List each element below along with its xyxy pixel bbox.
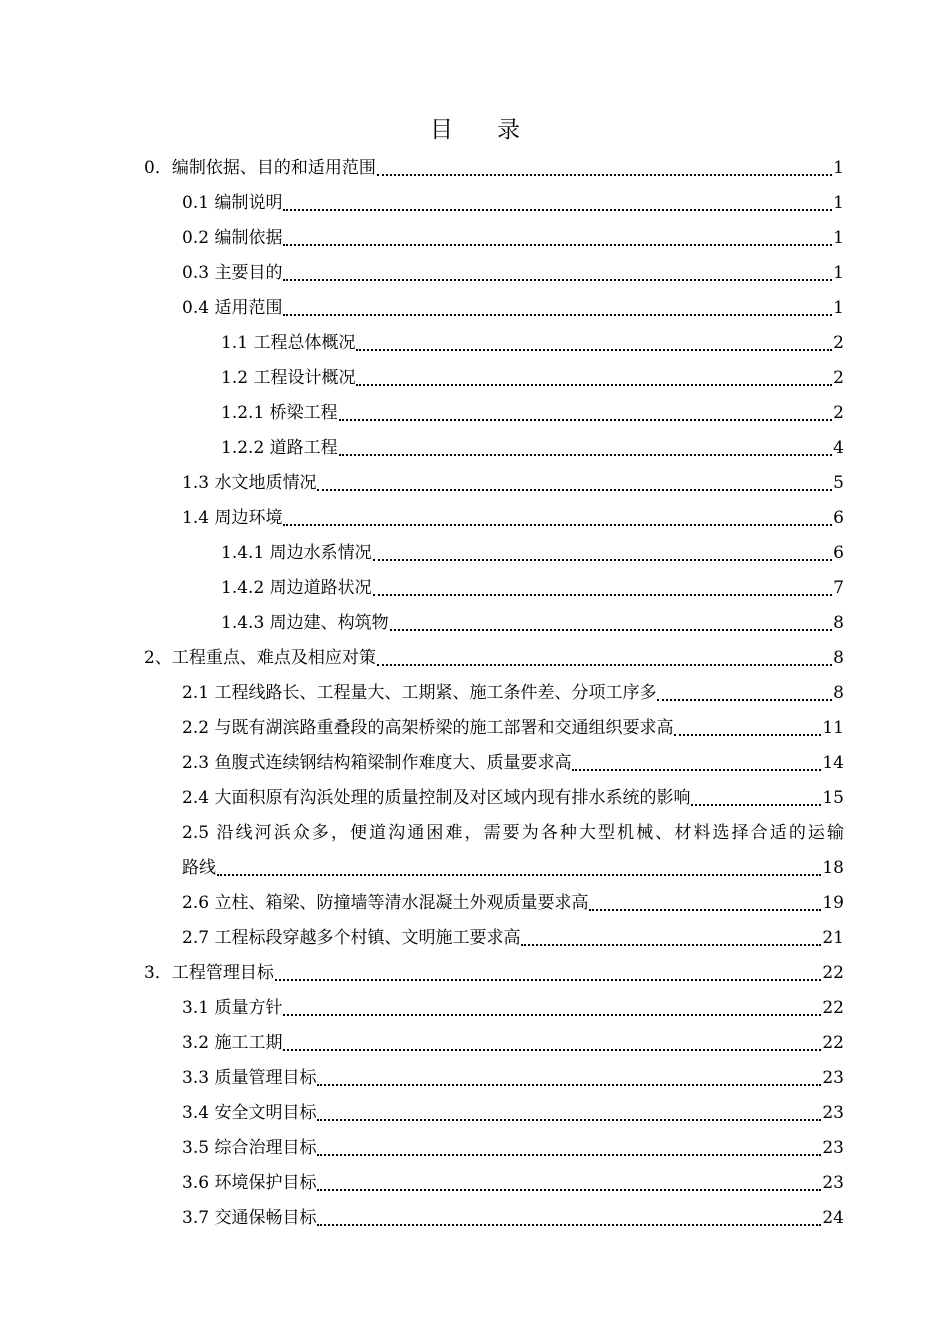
toc-entry-text: 1.4 周边环境 (182, 508, 283, 528)
toc-page-number: 19 (822, 893, 844, 913)
toc-page-number: 11 (822, 718, 844, 738)
toc-entry-text: 3.4 安全文明目标 (182, 1103, 317, 1123)
toc-entry[interactable] (182, 221, 844, 256)
toc-entry[interactable] (182, 886, 844, 921)
dot-leader (275, 978, 822, 981)
toc-page-number: 14 (822, 753, 844, 773)
toc-entry-text: 1.2.2 道路工程 (221, 438, 338, 458)
toc-entry[interactable] (182, 1096, 844, 1131)
dot-leader (356, 348, 832, 351)
dot-leader (373, 558, 833, 561)
toc-entry-text: 0.4 适用范围 (182, 298, 283, 318)
toc-entry[interactable] (182, 256, 844, 291)
dot-leader (317, 1188, 821, 1191)
dot-leader (317, 1153, 821, 1156)
toc-entry-text: 3.1 质量方针 (182, 998, 283, 1018)
toc-entry-text: 3.7 交通保畅目标 (182, 1208, 317, 1228)
toc-entry-text: 3.6 环境保护目标 (182, 1173, 317, 1193)
dot-leader (317, 488, 832, 491)
toc-page-number: 8 (833, 613, 844, 633)
toc-page-number: 23 (822, 1138, 844, 1158)
toc-entry[interactable] (182, 851, 844, 886)
toc-entry-text: 1.4.2 周边道路状况 (221, 578, 372, 598)
toc-entry-text: 1.2.1 桥梁工程 (221, 403, 338, 423)
toc-entry-text: 2.4 大面积原有沟浜处理的质量控制及对区域内现有排水系统的影响 (182, 788, 691, 808)
toc-entry-text: 3.3 质量管理目标 (182, 1068, 317, 1088)
toc-entry[interactable] (221, 326, 844, 361)
toc-entry-text: 2.3 鱼腹式连续钢结构箱梁制作难度大、质量要求高 (182, 753, 572, 773)
dot-leader (283, 278, 832, 281)
dot-leader (217, 873, 821, 876)
toc-entry-text: 0.2 编制依据 (182, 228, 283, 248)
toc-entry[interactable] (182, 1131, 844, 1166)
toc-page-number: 24 (822, 1208, 844, 1228)
toc-entry-text: 2.1 工程线路长、工程量大、工期紧、施工条件差、分项工序多 (182, 683, 657, 703)
toc-page-number: 23 (822, 1103, 844, 1123)
dot-leader (521, 943, 821, 946)
toc-entry-text: 2.7 工程标段穿越多个村镇、文明施工要求高 (182, 928, 521, 948)
toc-entry[interactable] (221, 536, 844, 571)
toc-page-number: 1 (833, 298, 844, 318)
dot-leader (317, 1118, 821, 1121)
dot-leader (283, 208, 832, 211)
toc-entry[interactable] (182, 921, 844, 956)
toc-entry[interactable] (182, 291, 844, 326)
toc-page-number: 1 (833, 193, 844, 213)
dot-leader (283, 313, 832, 316)
dot-leader (674, 733, 821, 736)
toc-entry-text: 2.2 与既有湖滨路重叠段的高架桥梁的施工部署和交通组织要求高 (182, 718, 674, 738)
toc-entry[interactable] (144, 151, 844, 186)
toc-entry-text: 0．编制依据、目的和适用范围 (144, 158, 376, 178)
dot-leader (283, 523, 832, 526)
toc-page-number: 1 (833, 263, 844, 283)
toc-entry-text-line1[interactable]: 2.5 沿线河浜众多，便道沟通困难，需要为各种大型机械、材料选择合适的运输 (182, 823, 844, 843)
toc-entry-text: 1.4.3 周边建、构筑物 (221, 613, 389, 633)
toc-entry[interactable] (182, 466, 844, 501)
toc-entry[interactable] (182, 1026, 844, 1061)
toc-entry-text: 1.1 工程总体概况 (221, 333, 356, 353)
toc-page-number: 7 (833, 578, 844, 598)
dot-leader (317, 1083, 821, 1086)
toc-page-number: 15 (822, 788, 844, 808)
dot-leader (572, 768, 821, 771)
toc-entry-text: 2、工程重点、难点及相应对策 (144, 648, 376, 668)
toc-page-number: 1 (833, 158, 844, 178)
toc-page-number: 2 (833, 368, 844, 388)
toc-page-number: 22 (822, 963, 844, 983)
dot-leader (356, 383, 832, 386)
toc-entry[interactable] (182, 676, 844, 711)
toc-entry-text: 3.2 施工工期 (182, 1033, 283, 1053)
toc-entry[interactable] (182, 781, 844, 816)
toc-entry[interactable] (144, 641, 844, 676)
toc-page-number: 21 (822, 928, 844, 948)
toc-entry[interactable] (182, 746, 844, 781)
toc-entry-text: 1.2 工程设计概况 (221, 368, 356, 388)
toc-page-number: 4 (833, 438, 844, 458)
dot-leader (377, 173, 832, 176)
toc-page-number: 6 (833, 543, 844, 563)
toc-entry-text: 0.3 主要目的 (182, 263, 283, 283)
toc-entry[interactable] (221, 571, 844, 606)
toc-entry-text: 1.4.1 周边水系情况 (221, 543, 372, 563)
dot-leader (283, 1048, 821, 1051)
toc-entry[interactable] (182, 501, 844, 536)
toc-entry-text: 3．工程管理目标 (144, 963, 274, 983)
dot-leader (283, 1013, 821, 1016)
dot-leader (339, 418, 833, 421)
toc-page-number: 8 (833, 683, 844, 703)
toc-entry[interactable] (182, 1166, 844, 1201)
toc-page-number: 22 (822, 998, 844, 1018)
dot-leader (373, 593, 833, 596)
toc-entry[interactable] (221, 361, 844, 396)
toc-entry[interactable] (144, 956, 844, 991)
dot-leader (589, 908, 821, 911)
toc-entry[interactable] (221, 606, 844, 641)
toc-entry[interactable] (182, 186, 844, 221)
toc-entry-text: 路线 (182, 858, 216, 878)
dot-leader (657, 698, 832, 701)
dot-leader (390, 628, 833, 631)
dot-leader (377, 663, 832, 666)
toc-entry[interactable] (221, 396, 844, 431)
toc-page-number: 22 (822, 1033, 844, 1053)
toc-title: 目录 (430, 117, 564, 143)
toc-page-number: 1 (833, 228, 844, 248)
toc-entry-text: 2.6 立柱、箱梁、防撞墙等清水混凝土外观质量要求高 (182, 893, 589, 913)
toc-page-number: 5 (833, 473, 844, 493)
toc-entry[interactable] (182, 1061, 844, 1096)
toc-page-number: 2 (833, 333, 844, 353)
toc-page-number: 18 (822, 858, 844, 878)
dot-leader (339, 453, 833, 456)
toc-page-number: 2 (833, 403, 844, 423)
dot-leader (691, 803, 821, 806)
toc-entry[interactable] (182, 991, 844, 1026)
toc-entry-text: 3.5 综合治理目标 (182, 1138, 317, 1158)
toc-page-number: 23 (822, 1068, 844, 1088)
toc-entry[interactable] (182, 711, 844, 746)
toc-entry-text: 0.1 编制说明 (182, 193, 283, 213)
dot-leader (283, 243, 832, 246)
toc-entry[interactable] (221, 431, 844, 466)
toc-page-number: 8 (833, 648, 844, 668)
toc-page-number: 23 (822, 1173, 844, 1193)
toc-page-number: 6 (833, 508, 844, 528)
dot-leader (317, 1223, 821, 1226)
toc-entry[interactable] (182, 1201, 844, 1236)
toc-entry-text: 1.3 水文地质情况 (182, 473, 317, 493)
